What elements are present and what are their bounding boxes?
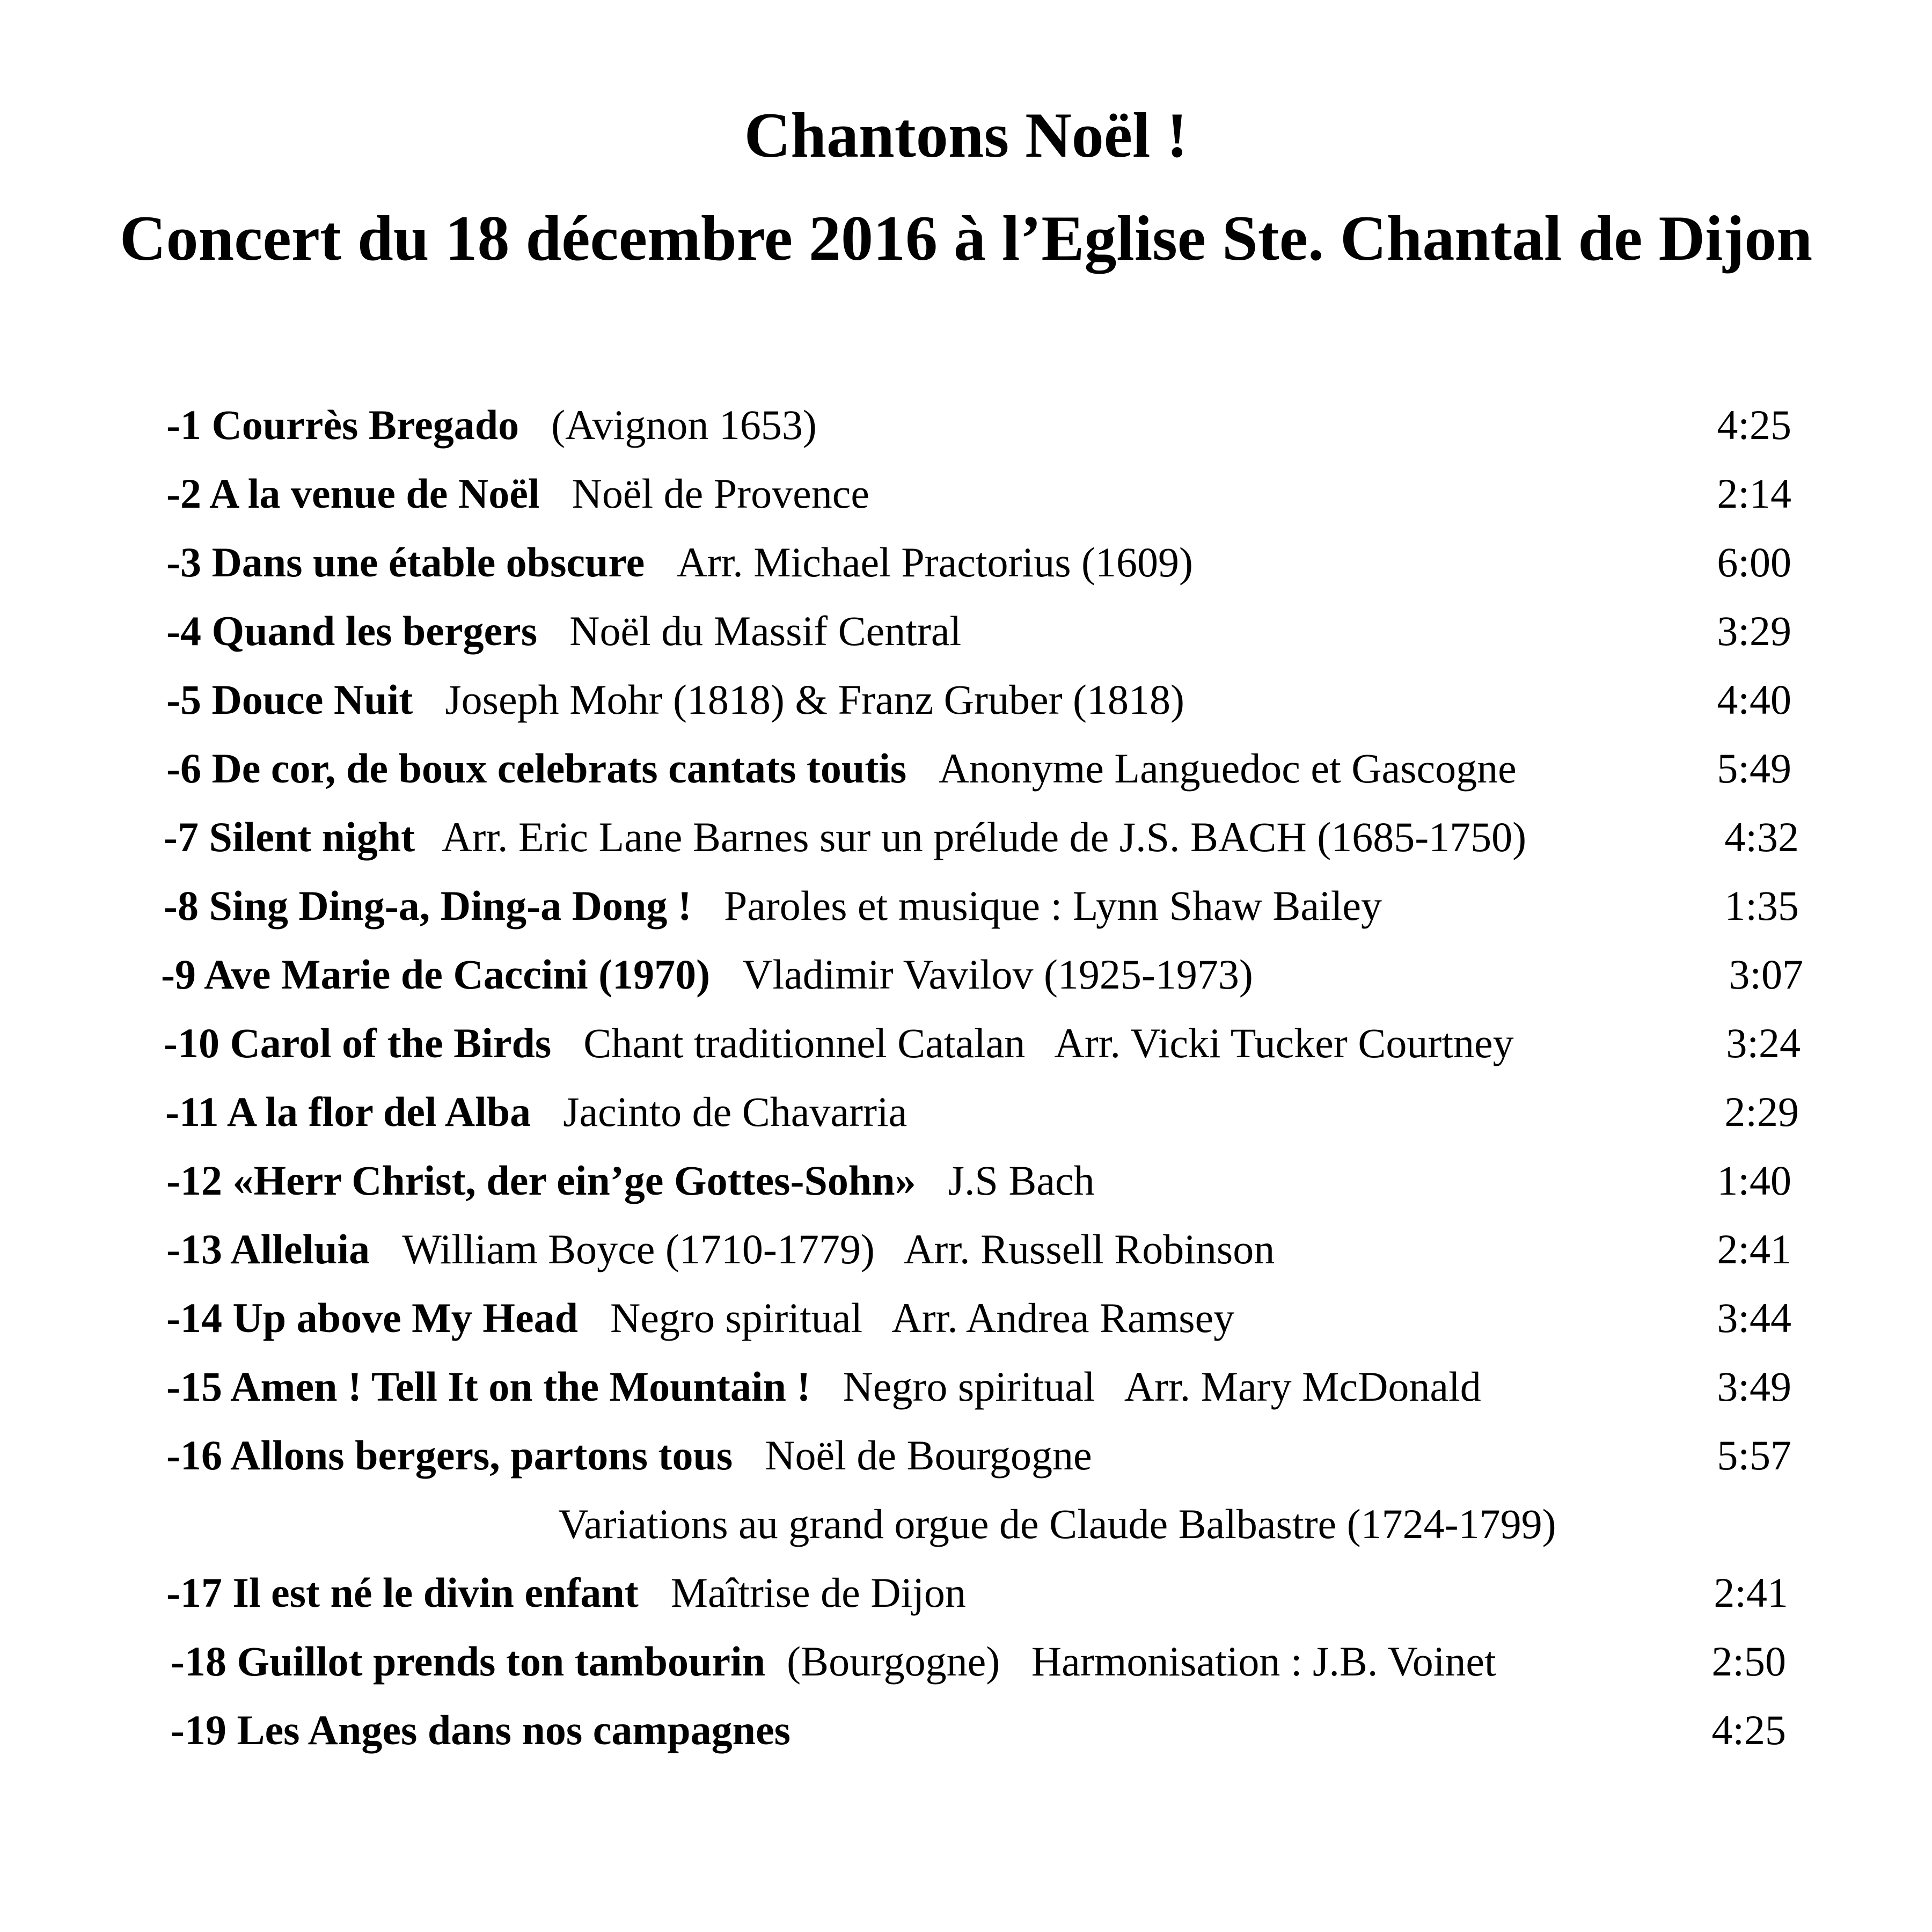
track-duration: 4:40	[1717, 676, 1791, 723]
track-duration: 2:14	[1717, 470, 1791, 517]
track-title: -10 Carol of the Birds	[164, 1020, 552, 1066]
track-credit: (Avignon 1653)	[551, 401, 817, 448]
track-title: -19 Les Anges dans nos campagnes	[171, 1707, 791, 1753]
track-row	[0, 1563, 1932, 1622]
track-duration: 3:24	[1726, 1020, 1801, 1066]
track-title: -14 Up above My Head	[166, 1294, 578, 1341]
track-title: -6 De cor, de boux celebrats cantats toutis	[166, 745, 907, 792]
track-credit: Chant traditionnel Catalan Arr. Vicki Tucker Courtney	[583, 1020, 1514, 1066]
track-row	[0, 808, 1932, 867]
track-title: -15 Amen ! Tell It on the Mountain !	[166, 1363, 811, 1410]
page-subtitle: Concert du 18 décembre 2016 à l’Eglise Ste. Chantal de Dijon	[119, 202, 1813, 274]
track-title: -13 Alleluia	[166, 1226, 370, 1272]
track-duration: 4:32	[1724, 814, 1799, 860]
track-credit: Noël du Massif Central	[569, 608, 962, 654]
track-row	[0, 876, 1932, 935]
track-duration: 3:44	[1717, 1294, 1791, 1341]
track-title: -4 Quand les bergers	[166, 608, 538, 654]
track-duration: 1:35	[1724, 882, 1799, 929]
track-credit: (Bourgogne) Harmonisation : J.B. Voinet	[787, 1638, 1496, 1685]
track-title: -12 «Herr Christ, der ein’ge Gottes-Sohn»	[166, 1157, 916, 1204]
track-title: -9 Ave Marie de Caccini (1970)	[161, 951, 711, 998]
track-duration: 6:00	[1717, 539, 1791, 586]
track-duration: 2:50	[1711, 1638, 1786, 1685]
track-duration: 3:29	[1717, 608, 1791, 654]
track-duration: 1:40	[1717, 1157, 1791, 1204]
track-title: -11 A la flor del Alba	[165, 1088, 531, 1135]
track-row	[0, 739, 1932, 798]
track-row	[0, 1082, 1932, 1141]
track-credit: Arr. Eric Lane Barnes sur un prélude de J.S. BACH (1685-1750)	[442, 814, 1527, 860]
track-duration: 3:07	[1729, 951, 1803, 998]
track-duration: 5:57	[1717, 1432, 1791, 1479]
track-credit: Negro spiritual Arr. Mary McDonald	[843, 1363, 1481, 1410]
track-row	[0, 1014, 1932, 1073]
track-row	[0, 533, 1932, 592]
track-row	[0, 670, 1932, 729]
track-title: -18 Guillot prends ton tambourin	[171, 1638, 766, 1685]
track-credit: Joseph Mohr (1818) & Franz Gruber (1818)	[445, 676, 1185, 723]
track-title: -2 A la venue de Noël	[166, 470, 540, 517]
track-credit: Noël de Bourgogne	[765, 1432, 1092, 1479]
track-duration: 3:49	[1717, 1363, 1791, 1410]
track-row	[0, 1357, 1932, 1416]
track-row	[0, 464, 1932, 523]
track-row	[0, 945, 1932, 1004]
track-row	[0, 1632, 1932, 1691]
track-title: -17 Il est né le divin enfant	[166, 1569, 639, 1616]
track-duration: 5:49	[1717, 745, 1791, 792]
track-title: -8 Sing Ding-a, Ding-a Dong !	[164, 882, 692, 929]
track-row	[0, 1426, 1932, 1485]
track-title: -16 Allons bergers, partons tous	[166, 1432, 733, 1479]
track-duration: 4:25	[1717, 401, 1791, 448]
track-row	[0, 396, 1932, 455]
track-duration: 4:25	[1711, 1707, 1786, 1753]
track-title: -7 Silent night	[164, 814, 415, 860]
track-credit: Maîtrise de Dijon	[670, 1569, 966, 1616]
track-credit: Noël de Provence	[572, 470, 869, 517]
track-credit: Vladimir Vavilov (1925-1973)	[742, 951, 1253, 998]
track-credit: Arr. Michael Practorius (1609)	[677, 539, 1193, 586]
track-row	[0, 1289, 1932, 1348]
track-credit: Jacinto de Chavarria	[563, 1088, 908, 1135]
track-credit: J.S Bach	[948, 1157, 1095, 1204]
track-title: -1 Courrès Bregado	[166, 401, 519, 448]
track-row	[0, 602, 1932, 661]
track-row	[0, 1220, 1932, 1279]
track-credit: Paroles et musique : Lynn Shaw Bailey	[723, 882, 1382, 929]
track-duration: 2:41	[1714, 1569, 1788, 1616]
track-credit: William Boyce (1710-1779) Arr. Russell Robinson	[402, 1226, 1275, 1272]
track-row	[0, 1151, 1932, 1210]
track-row	[0, 1701, 1932, 1760]
page-title: Chantons Noël !	[744, 99, 1188, 171]
track-credit: Negro spiritual Arr. Andrea Ramsey	[610, 1294, 1235, 1341]
track-credit: Anonyme Languedoc et Gascogne	[939, 745, 1517, 792]
track-title: -3 Dans une étable obscure	[166, 539, 645, 586]
track-title: -5 Douce Nuit	[166, 676, 413, 723]
track-duration: 2:29	[1724, 1088, 1799, 1135]
track-duration: 2:41	[1717, 1226, 1791, 1272]
track-note: Variations au grand orgue de Claude Balbastre (1724-1799)	[558, 1501, 1556, 1547]
